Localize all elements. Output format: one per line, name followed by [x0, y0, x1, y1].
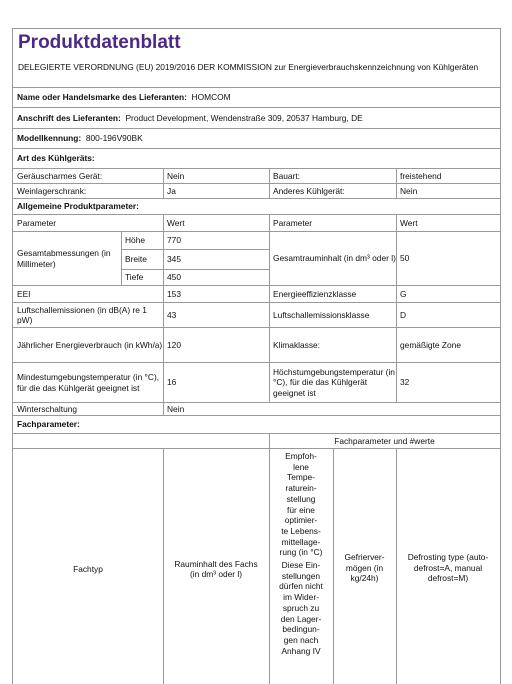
type-value: freistehend — [400, 170, 442, 181]
fach-detail-row — [13, 449, 500, 684]
general-section-row — [13, 199, 500, 215]
defrost-label: Defrosting type (auto-defrost=A, manual defrost=M) — [407, 552, 489, 583]
temperature-setting-label: Empfoh- lene Tempe- raturein- stellung für eine optimier- te Lebens- mittellage- rung (in °C) Diese Ein- stellungen dürfen nicht im Wider- spruch zu den Lager- bedingun- gen nach Anhang IV — [279, 451, 323, 656]
winter-row — [13, 403, 500, 416]
col-header-value: Wert — [400, 217, 418, 228]
address-value: Product Development, Wendenstraße 309, 20537 Hamburg, DE — [125, 112, 363, 123]
col-header-param: Parameter — [273, 217, 313, 228]
type-value: Nein — [167, 170, 185, 181]
param-value: gemäßigte Zone — [400, 339, 461, 350]
type-label: Anderes Kühlgerät: — [273, 185, 345, 196]
general-row — [13, 328, 500, 363]
supplier-value: HOMCOM — [191, 92, 231, 103]
page-title: Produktdatenblatt — [18, 32, 181, 53]
regulation-subtitle: DELEGIERTE VERORDNUNG (EU) 2019/2016 DER KOMMISSION zur Energieverbrauchskennzeichnung von Kühlgeräten — [18, 62, 479, 72]
param-label: Mindestumgebungstemperatur (in °C), für die das Kühlgerät geeignet ist — [17, 372, 160, 393]
hoehe-label: Höhe — [125, 235, 146, 246]
supplier-label: Name oder Handelsmarke des Lieferanten: — [17, 92, 187, 103]
tiefe-value: 450 — [167, 272, 181, 283]
dimensions-label: Gesamtabmessungen (in Millimeter) — [17, 248, 111, 269]
model-label: Modellkennung: — [17, 133, 82, 144]
param-value: D — [400, 309, 407, 320]
header-block — [13, 29, 500, 88]
datasheet — [12, 28, 501, 684]
general-section-header: Allgemeine Produktparameter: — [17, 201, 139, 212]
general-row — [13, 363, 500, 403]
breite-label: Breite — [125, 253, 147, 264]
param-label: EEI — [17, 288, 31, 299]
param-value: 43 — [167, 309, 177, 320]
gefrier-label: Gefrierver-mögen (in kg/24h) — [344, 552, 385, 583]
param-label: Luftschallemissionen (in dB(A) re 1 pW) — [17, 304, 147, 325]
address-label: Anschrift des Lieferanten: — [17, 112, 121, 123]
fach-section-header: Fachparameter: — [17, 419, 80, 430]
winter-value: Nein — [167, 403, 185, 414]
general-column-headers — [13, 215, 500, 232]
type-section-row — [13, 149, 500, 169]
tiefe-label: Tiefe — [125, 272, 144, 283]
param-value: G — [400, 288, 407, 299]
type-value: Ja — [167, 185, 176, 196]
hoehe-value: 770 — [167, 235, 181, 246]
col-header-value: Wert — [167, 217, 185, 228]
param-label: Höchstumgebungstemperatur (in °C), für die das Kühlgerät geeignet ist — [273, 366, 395, 398]
rauminhalt-label: Rauminhalt des Fachs (in dm³ oder l) — [174, 558, 258, 579]
dimensions-row — [13, 232, 500, 286]
volume-label: Gesamtrauminhalt (in dm³ oder l) — [273, 253, 396, 264]
param-value: 16 — [167, 377, 177, 388]
model-row — [13, 129, 500, 149]
type-section-header: Art des Kühlgeräts: — [17, 153, 95, 164]
param-value: 153 — [167, 288, 181, 299]
type-label: Geräuscharmes Gerät: — [17, 170, 103, 181]
fach-group-header: Fachparameter und #werte — [334, 435, 435, 446]
address-row — [13, 108, 500, 129]
param-value: 120 — [167, 339, 181, 350]
type-row — [13, 184, 500, 199]
param-label: Jährlicher Energieverbrauch (in kWh/a) — [17, 339, 163, 350]
fach-section-row — [13, 416, 500, 434]
fach-group-row — [13, 434, 500, 449]
type-label: Weinlagerschrank: — [17, 185, 87, 196]
type-row — [13, 169, 500, 184]
volume-value: 50 — [400, 253, 410, 264]
type-value: Nein — [400, 185, 418, 196]
model-value: 800-196V90BK — [85, 133, 143, 144]
supplier-row — [13, 88, 500, 108]
general-row — [13, 286, 500, 303]
param-label: Energieeffizienzklasse — [273, 288, 357, 299]
breite-value: 345 — [167, 253, 181, 264]
general-row — [13, 303, 500, 328]
winter-label: Winterschaltung — [17, 403, 78, 414]
type-label: Bauart: — [273, 170, 301, 181]
param-label: Klimaklasse: — [273, 339, 321, 350]
param-value: 32 — [400, 377, 410, 388]
fachtyp-label: Fachtyp — [73, 563, 103, 574]
col-header-param: Parameter — [17, 217, 57, 228]
param-label: Luftschallemissionsklasse — [273, 309, 370, 320]
